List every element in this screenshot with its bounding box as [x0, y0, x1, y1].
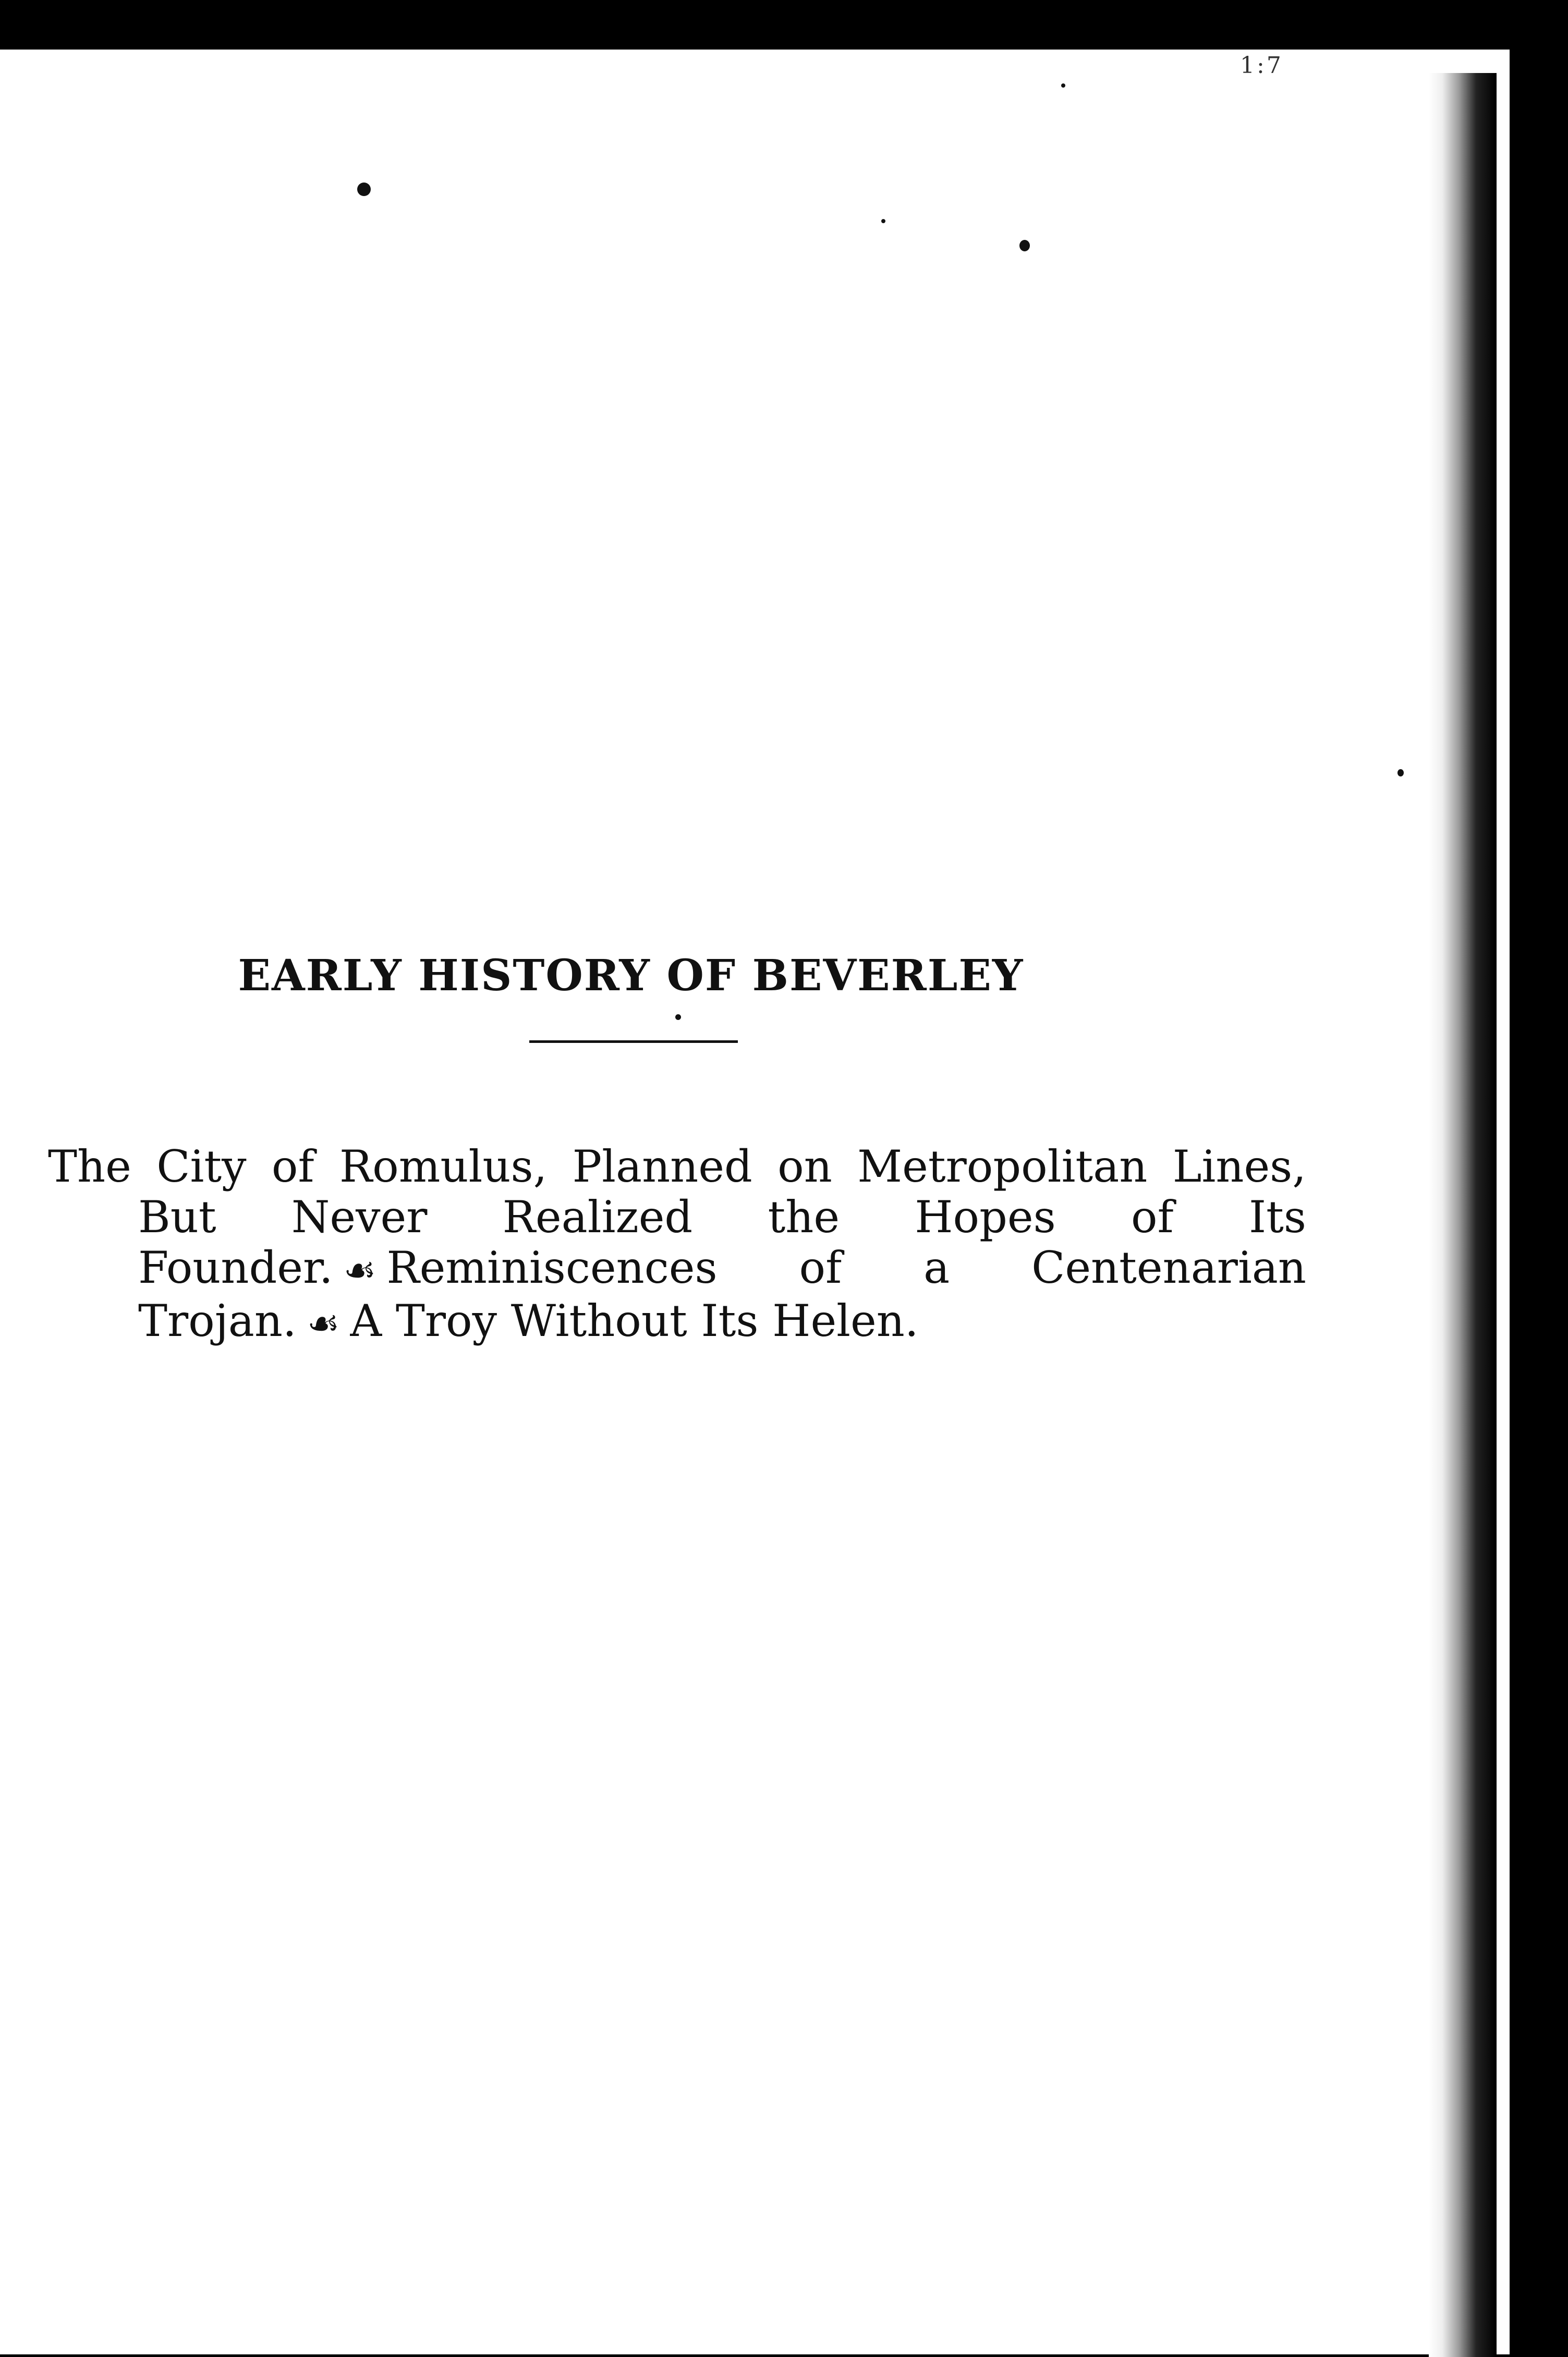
fleuron-ornament-icon: ☙ — [343, 1249, 376, 1292]
ink-speck — [1019, 240, 1030, 251]
chapter-summary — [48, 1141, 1306, 1349]
summary-segment: The City of Romulus, Planned on Metropolitan Lines, But Never Realized the Hopes of Its Founder. — [48, 1141, 1306, 1293]
summary-segment: A Troy Without Its Helen. — [350, 1295, 919, 1346]
ink-speck — [1397, 769, 1404, 776]
title-rule — [529, 1040, 738, 1043]
ink-speck — [881, 219, 885, 223]
page-corner-mark: 1:7 — [1240, 52, 1283, 79]
summary-segment: Reminiscences of a Centenarian Trojan. — [138, 1242, 1306, 1346]
ink-speck — [1061, 83, 1065, 88]
chapter-title: EARLY HISTORY OF BEVERLEY — [238, 950, 1024, 1001]
page-edge-shadow — [1429, 73, 1497, 2357]
ink-speck — [675, 1014, 681, 1020]
fleuron-ornament-icon: ☙ — [307, 1302, 340, 1345]
ink-speck — [357, 183, 371, 196]
